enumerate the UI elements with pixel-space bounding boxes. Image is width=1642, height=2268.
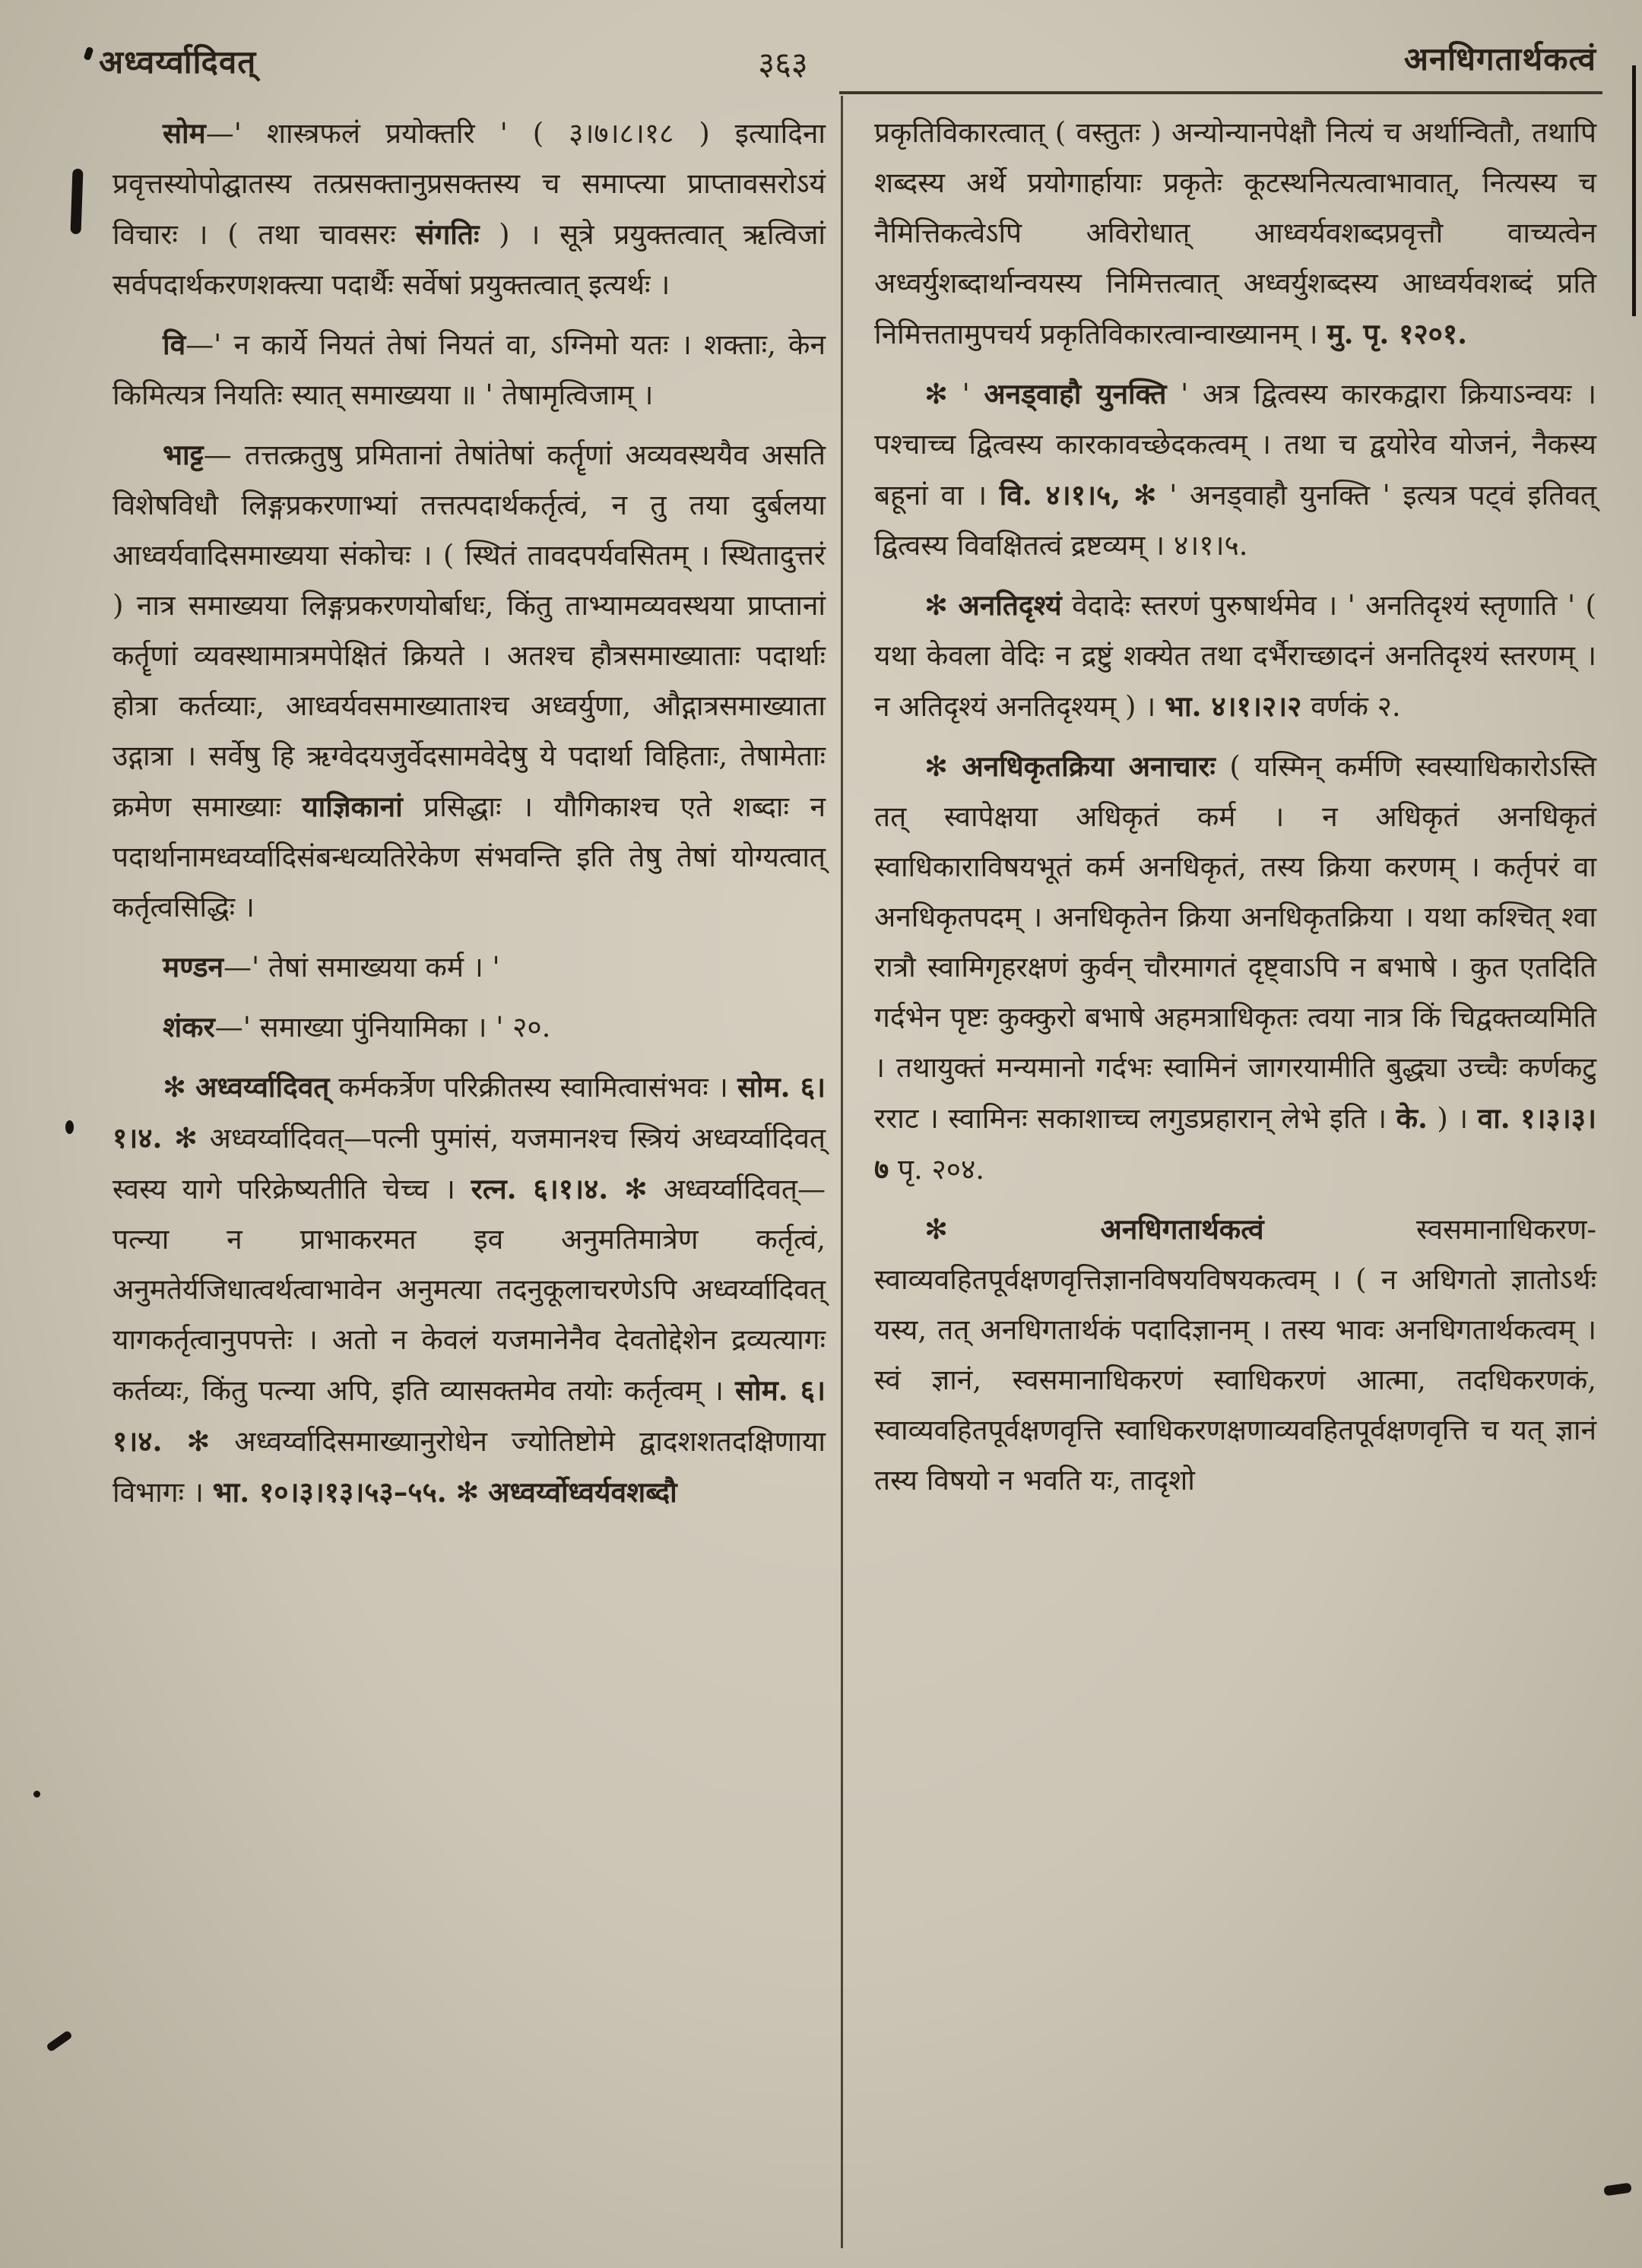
bold-text: भाट्ट (163, 438, 204, 471)
running-head-right: अनधिगतार्थकत्वं (1403, 40, 1596, 78)
body-text: वेदादेः स्तरणं पुरुषार्थमेव । ' अनतिदृश्यं स्तृणाति ' ( यथा केवला वेदिः न द्रष्टुं शक्येत तथा दर्भैराच्छादनं अनतिदृश्यं स्तरणम् । न अतिदृश्यं अनतिदृश्यम् ) । (874, 589, 1596, 723)
bold-text: सोम. ६।१।४. (113, 1373, 826, 1458)
right-column (874, 108, 1596, 1515)
paragraph (113, 108, 826, 310)
page-number: ३६३ (758, 45, 808, 82)
running-head-left: अध्वर्य्वादिवत् (99, 43, 257, 81)
body-text: ✻ अध्वर्य्वादिसमाख्यानुरोधेन ज्योतिष्टोमे द्वादशशतदक्षिणाया विभागः । (113, 1425, 826, 1509)
body-text: ✻ (163, 1071, 196, 1104)
bold-text: वा. १।३।३।७ (874, 1101, 1596, 1186)
header-rule (839, 91, 1602, 94)
body-text: ( यस्मिन् कर्मणि स्वस्याधिकारोऽस्ति तत् स्वापेक्षया अधिकृतं कर्म । न अधिकृतं अनधिकृतं स्वाधिकाराविषयभूतं कर्म अनधिकृतं, तस्य क्रिया करणम् । कर्तृपरं वा अनधिकृतपदम् । अनधिकृतेन क्रिया अनधिकृतक्रिया । यथा कश्चित् श्वा रात्रौ स्वामिगृहरक्षणं कुर्वन् चौरमागतं दृष्ट्वाऽपि न बभाषे । कुत एतदिति गर्दभेन पृष्टः कुक्कुरो बभाषे अहमत्राधिकृतः त्वया नात्र किं चिद्वक्तव्यमिति । तथायुक्तं मन्यमानो गर्दभः स्वामिनं जागरयामीति बुद्ध्या उच्चैः कर्णकटु रराट । स्वामिनः सकाशाच्च लगुडप्रहारान् लेभे इति । (874, 750, 1596, 1135)
bold-text: सोम (163, 116, 206, 150)
scan-artifact (84, 46, 94, 61)
bold-text: संगतिः (415, 217, 480, 251)
bold-text: अनतिदृश्यं (958, 588, 1062, 622)
paragraph (113, 319, 826, 420)
paragraph (874, 741, 1596, 1195)
body-text: —' समाख्या पुंनियामिका । ' २०. (214, 1011, 551, 1044)
body-text: ✻ ' (924, 378, 984, 410)
scan-artifact (1603, 2183, 1631, 2197)
paragraph (113, 942, 826, 993)
body-text: ✻ (924, 750, 962, 783)
body-text: प्रसिद्धाः । यौगिकाश्च एते शब्दाः न पदार्थानामध्वर्य्वादिसंबन्धव्यतिरेकेण संभवन्ति इति तेषु तेषां योग्यत्वात् कर्तृत्वसिद्धिः । (113, 790, 826, 923)
scan-artifact (33, 1791, 40, 1798)
bold-text: अध्वर्य्वादिवत् (195, 1070, 330, 1104)
body-text: ✻ अध्वर्य्वादिवत्—पत्नी पुमांसं, यजमानश्च स्त्रियं अध्वर्य्वादिवत् स्वस्य यागे परिक्रेष्यतीति चेच्च । (113, 1122, 826, 1205)
paragraph (113, 429, 826, 933)
bold-text: सोम. ६।१।४. (113, 1070, 826, 1155)
bold-text: अनधिकृतक्रिया अनाचारः (962, 749, 1216, 783)
scan-artifact (71, 169, 84, 234)
paragraph (874, 108, 1596, 360)
body-text: — तत्तत्क्रतुषु प्रमितानां तेषांतेषां कर्तॄणां अव्यवस्थयैव असति विशेषविधौ लिङ्गप्रकरणाभ्यां तत्तत्पदार्थकर्तृत्वं, न तु तया दुर्बलया आध्वर्यवादिसमाख्यया संकोचः । ( स्थितं तावदपर्यवसितम् । स्थितादुत्तरं ) नात्र समाख्यया लिङ्गप्रकरणयोर्बाधः, किंतु ताभ्यामव्यवस्थया प्राप्तानां कर्तॄणां व्यवस्थामात्रमपेक्षितं क्रियते । अतश्च हौत्रसमाख्याताः पदार्थाः होत्रा कर्तव्याः, आध्वर्यवसमाख्याताश्च अध्वर्युणा, औद्गात्रसमाख्याता उद्गात्रा । सर्वेषु हि ऋग्वेदयजुर्वेदसामवेदेषु ये पदार्था विहिताः, तेषामेताः क्रमेण समाख्याः (113, 439, 826, 823)
column-divider (841, 96, 843, 2248)
bold-text: अध्वर्य्वोध्वर्यवशब्दौ (488, 1475, 677, 1509)
body-text: ' अत्र द्वित्वस्य कारकद्वारा क्रियाऽन्वयः । पश्चाच्च द्वित्वस्य कारकावच्छेदकत्वम् । तथा च द्वयोरेव योजनं, नैकस्य बहूनां वा । (874, 378, 1596, 512)
bold-text: भा. १०।३।१३।५३–५५. (212, 1475, 447, 1509)
bold-text: भा. ४।१।२।२ (1165, 689, 1302, 723)
bold-text: वि. ४।१।५, (999, 478, 1121, 512)
paragraph (113, 1002, 826, 1053)
body-text: स्वसमानाधिकरण-स्वाव्यवहितपूर्वक्षणवृत्तिज्ञानविषयविषयकत्वम् । ( न अधिगतो ज्ञातोऽर्थः यस्य, तत् अनधिगतार्थकं पदादिज्ञानम् । तस्य भावः अनधिगतार्थकत्वम् । स्वं ज्ञानं, स्वसमानाधिकरणं स्वाधिकरणं आत्मा, तदधिकरणकं, स्वाव्यवहितपूर्वक्षणवृत्ति स्वाधिकरणक्षणाव्यवहितपूर्वक्षणवृत्ति च यत् ज्ञानं तस्य विषयो न भवति यः, तादृशो (874, 1213, 1596, 1497)
body-text: ✻ ' अनड्वाहौ युनक्ति ' इत्यत्र पट्वं इतिवत् द्वित्वस्य विवक्षितत्वं द्रष्टव्यम् । ४।१।५. (874, 479, 1596, 562)
scan-artifact (65, 1120, 74, 1134)
paragraph (874, 1204, 1596, 1506)
paragraph (113, 1062, 826, 1518)
body-text: ✻ (924, 589, 959, 622)
body-text: —' न कार्ये नियतं तेषां नियतं वा, ऽग्निमो यतः । शक्ताः, केन किमित्यत्र नियतिः स्यात् समाख्यया ॥ ' तेषामृत्विजाम् । (113, 328, 826, 411)
bold-text: याज्ञिकानां (302, 790, 403, 823)
scan-artifact (46, 2030, 73, 2053)
paragraph (874, 369, 1596, 571)
body-text: पृ. २०४. (889, 1153, 985, 1186)
body-text: ) । (1427, 1102, 1478, 1135)
body-text: —' शास्त्रफलं प्रयोक्तरि ' ( ३।७।८।१८ ) इत्यादिना प्रवृत्तस्योपोद्घातस्य तत्प्रसक्तानुप्रसक्तस्य च समाप्त्या प्राप्तावसरोऽयं विचारः । ( तथा चावसरः (113, 117, 826, 251)
bold-text: शंकर (163, 1010, 215, 1044)
bold-text: मण्डन (163, 950, 224, 984)
bold-text: अनधिगतार्थकत्वं (1100, 1212, 1264, 1246)
scan-artifact (1632, 65, 1636, 316)
bold-text: मु. पृ. १२०१. (1327, 317, 1467, 350)
bold-text: वि (163, 328, 186, 361)
left-column (113, 108, 826, 1527)
bold-text: अनड्वाहौ युनक्ति (984, 377, 1167, 410)
body-text: प्रकृतिविकारत्वात् ( वस्तुतः ) अन्योन्यानपेक्षौ नित्यं च अर्थान्वितौ, तथापि शब्दस्य अर्थे प्रयोगार्हायाः प्रकृतेः कूटस्थनित्यत्वाभावात्, नित्यस्य च नैमित्तिकत्वेऽपि अविरोधात् आध्वर्यवशब्दप्रवृत्तौ वाच्यत्वेन अध्वर्युशब्दार्थान्वयस्य निमित्तत्वात् अध्वर्युशब्दस्य आध्वर्यवशब्दं प्रति निमित्ततामुपचर्य प्रकृतिविकारत्वान्वाख्यानम् । (874, 116, 1596, 350)
body-text: कर्मकर्त्रेण परिक्रीतस्य स्वामित्वासंभवः । (329, 1071, 737, 1104)
bold-text: रत्न. ६।१।४. (471, 1172, 609, 1205)
body-text: —' तेषां समाख्यया कर्म । ' (223, 951, 500, 984)
body-text: ) । सूत्रे प्रयुक्तत्वात् ऋत्विजां सर्वपदार्थकरणशक्त्या पदार्थैः सर्वेषां प्रयुक्तत्वात् इत्यर्थः । (113, 218, 826, 301)
bold-text: के. (1396, 1101, 1428, 1135)
body-text: वर्णकं २. (1301, 690, 1401, 723)
body-text: ✻ अध्वर्य्वादिवत्—पत्न्या न प्राभाकरमत इव अनुमतिमात्रेण कर्तृत्वं, अनुमतेर्यजिधात्वर्थत्वाभावेन अनुमत्या तदनुकूलाचरणेऽपि अध्वर्य्वादिवत् यागकर्तृत्वानुपपत्तेः । अतो न केवलं यजमानेनैव देवतोद्देशेन द्रव्यत्यागः कर्तव्यः, किंतु पत्न्या अपि, इति व्यासक्तमेव तयोः कर्तृत्वम् । (113, 1173, 826, 1407)
body-text: ✻ (924, 1213, 1101, 1246)
body-text: ✻ (446, 1476, 489, 1509)
paragraph (874, 580, 1596, 732)
